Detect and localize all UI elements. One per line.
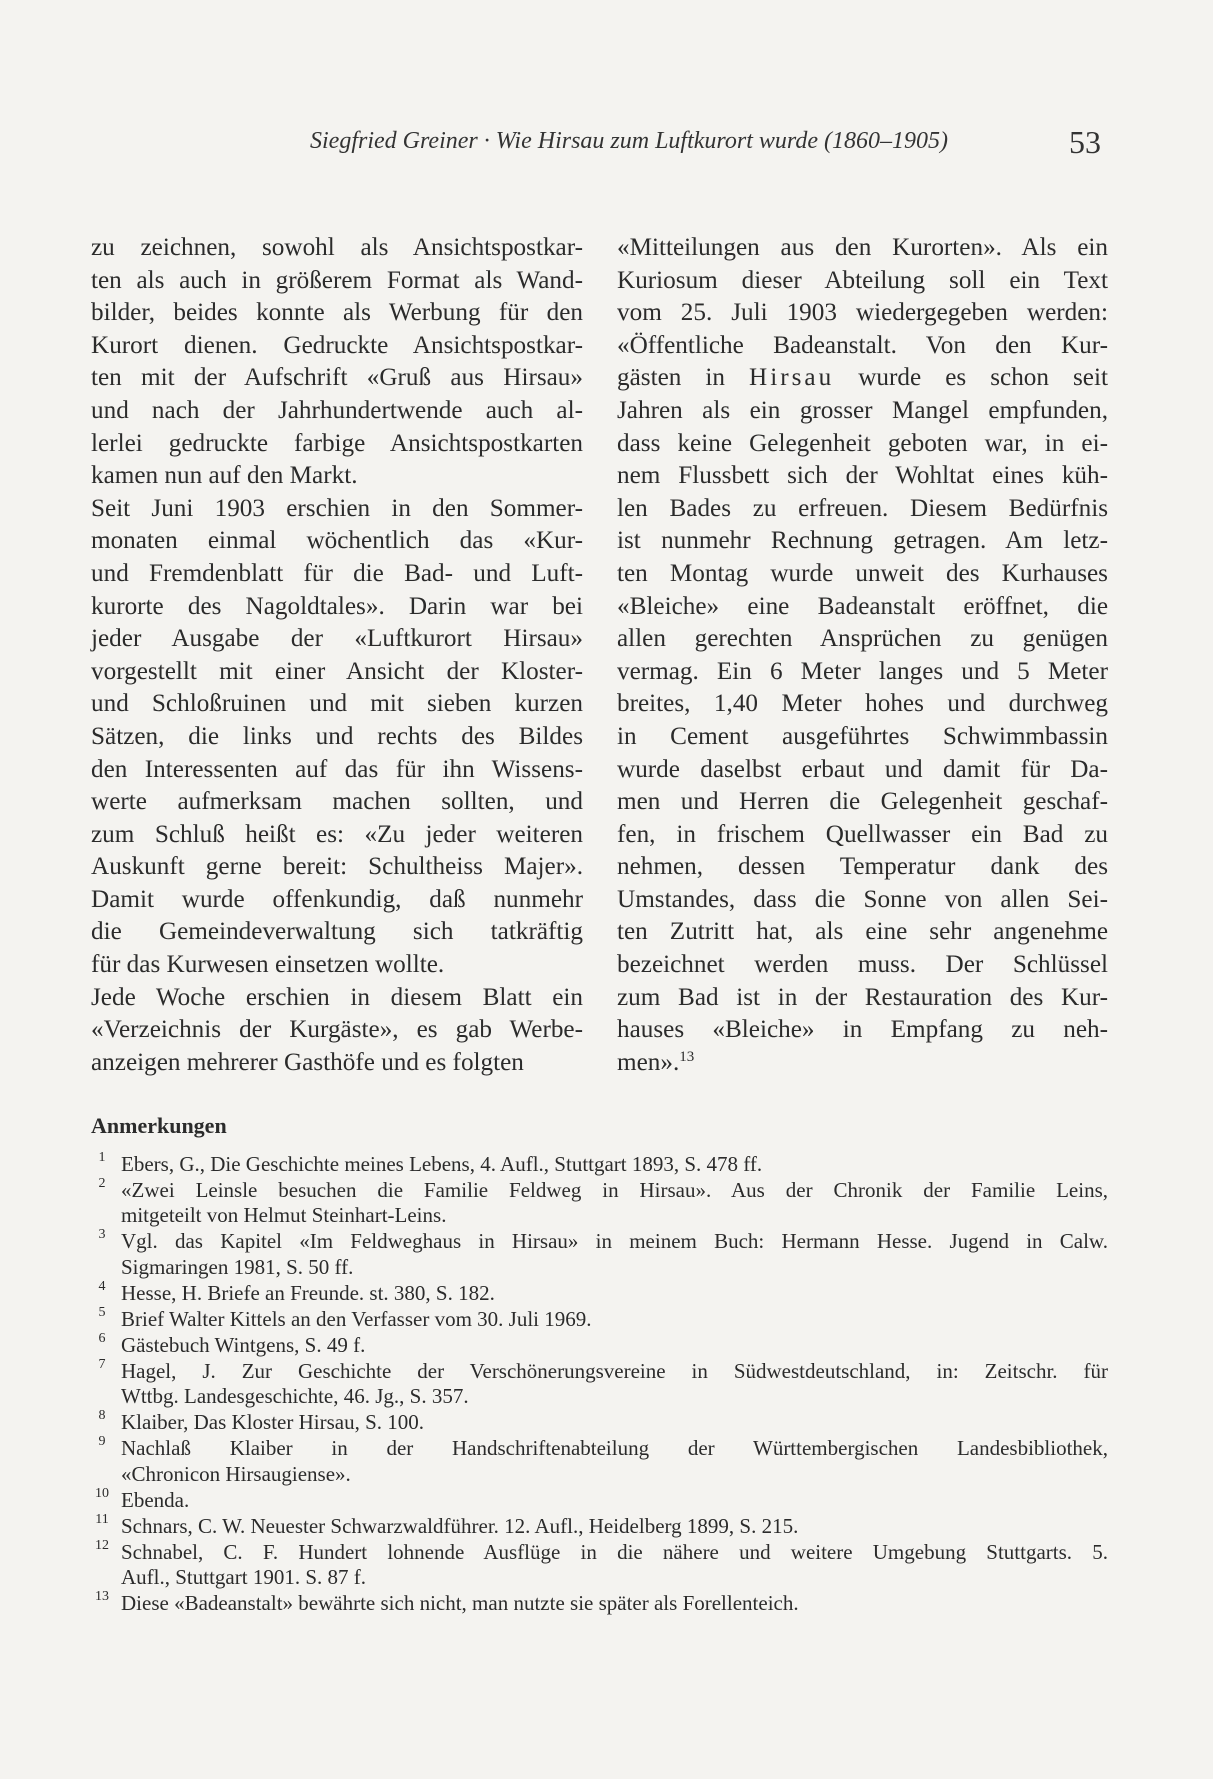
text-line: die Gemeindeverwaltung sich tatkräftig <box>91 918 583 946</box>
footnote-item <box>91 1278 1108 1306</box>
footnote-number: 4 <box>98 1278 106 1294</box>
footnote-line: Schnabel, C. F. Hundert lohnende Ausflüge in die nähere und weitere Umgebung Stuttgarts. 5. <box>121 1539 1108 1564</box>
text-line: «Öffentliche Badeanstalt. Von den Kur- <box>617 331 1108 359</box>
footnote-number: 6 <box>98 1330 106 1346</box>
footnote-line: Gästebuch Wintgens, S. 49 f. <box>121 1332 366 1357</box>
footnote-text <box>121 1281 1108 1306</box>
text-line: jeder Ausgabe der «Luftkurort Hirsau» <box>91 625 583 653</box>
text-line: «Mitteilungen aus den Kurorten». Als ein <box>617 234 1108 261</box>
footnote-line: mitgeteilt von Helmut Steinhart-Leins. <box>121 1203 447 1228</box>
footnote-reference: 13 <box>679 1048 695 1065</box>
footnote-text <box>121 1178 1108 1229</box>
footnote-text <box>121 1359 1108 1410</box>
footnote-line: Brief Walter Kittels an den Verfasser vom 30. Juli 1969. <box>121 1306 592 1331</box>
page-number: 53 <box>1069 124 1101 160</box>
text-line: lerlei gedruckte farbige Ansichtspostkarten <box>91 429 583 457</box>
footnote-text <box>121 1540 1108 1591</box>
footnote-item <box>91 1511 1108 1539</box>
footnote-item <box>91 1152 1108 1177</box>
left-column <box>91 232 583 1079</box>
text-line: Sätzen, die links und rechts des Bildes <box>91 722 583 750</box>
text-line: «Bleiche» eine Badeanstalt eröffnet, die <box>617 592 1108 620</box>
text-line <box>617 362 1108 395</box>
text-line: in Cement ausgeführtes Schwimmbassin <box>617 722 1108 750</box>
text-line: zum Bad ist in der Restauration des Kur- <box>617 983 1108 1011</box>
text-segment: wurde es schon seit <box>834 364 1108 392</box>
footnote-item <box>91 1537 1108 1591</box>
footnote-line: «Zwei Leinsle besuchen die Familie Feldweg in Hirsau». Aus der Chronik der Familie Leins, <box>121 1178 1108 1202</box>
text-line: werte aufmerksam machen sollten, und <box>91 788 583 816</box>
footnote-number: 10 <box>95 1485 109 1501</box>
text-line: ten Montag wurde unweit des Kurhauses <box>617 559 1108 587</box>
text-line: Auskunft gerne bereit: Schultheiss Majer». <box>91 853 583 881</box>
text-line: breites, 1,40 Meter hohes und durchweg <box>617 690 1108 718</box>
footnote-item <box>91 1330 1108 1358</box>
footnote-text <box>121 1152 1108 1177</box>
footnote-item <box>91 1304 1108 1332</box>
text-line: Kurort dienen. Gedruckte Ansichtspostkar- <box>91 331 583 359</box>
footnote-number: 2 <box>98 1176 106 1191</box>
text-line: Damit wurde offenkundig, daß nunmehr <box>91 885 583 913</box>
footnote-line: Ebenda. <box>121 1487 190 1512</box>
footnote-line: Hesse, H. Briefe an Freunde. st. 380, S. 182. <box>121 1280 495 1305</box>
footnote-item <box>91 1229 1108 1280</box>
text-line: und Fremdenblatt für die Bad- und Luft- <box>91 559 583 587</box>
footnote-number: 1 <box>98 1150 106 1165</box>
footnote-item <box>91 1591 1108 1616</box>
text-line: monaten einmal wöchentlich das «Kur- <box>91 527 583 555</box>
text-line: hauses «Bleiche» in Empfang zu neh- <box>617 1016 1108 1044</box>
footnote-item <box>91 1410 1108 1435</box>
text-line: für das Kurwesen einsetzen wollte. <box>91 951 445 979</box>
footnote-number: 9 <box>98 1434 106 1450</box>
footnote-line: Schnars, C. W. Neuester Schwarzwaldführer. 12. Aufl., Heidelberg 1899, S. 215. <box>121 1513 799 1538</box>
footnote-number: 8 <box>98 1408 106 1424</box>
text-line: nehmen, dessen Temperatur dank des <box>617 853 1108 881</box>
footnote-line: Nachlaß Klaiber in der Handschriftenabteilung der Württembergischen Landesbibliothek, <box>121 1436 1108 1461</box>
footnote-number: 3 <box>98 1227 106 1243</box>
text-line: und nach der Jahrhundertwende auch al- <box>91 396 583 424</box>
footnote-item <box>91 1436 1108 1487</box>
text-line: anzeigen mehrerer Gasthöfe und es folgten <box>91 1048 524 1076</box>
text-line: kamen nun auf den Markt. <box>91 462 358 490</box>
footnote-line: «Chronicon Hirsaugiense». <box>121 1461 351 1486</box>
text-line: allen gerechten Ansprüchen zu genügen <box>617 625 1108 653</box>
text-line: bezeichnet werden muss. Der Schlüssel <box>617 951 1108 979</box>
footnote-line: Sigmaringen 1981, S. 50 ff. <box>121 1254 354 1279</box>
text-line: wurde daselbst erbaut und damit für Da- <box>617 755 1108 783</box>
text-line: zum Schluß heißt es: «Zu jeder weiteren <box>91 820 583 848</box>
text-line: Umstandes, dass die Sonne von allen Sei- <box>617 885 1108 913</box>
footnote-text <box>121 1436 1108 1487</box>
footnote-item <box>91 1178 1108 1229</box>
notes-list <box>91 1152 1108 1617</box>
text-line: Jahren als ein grosser Mangel empfunden, <box>617 396 1108 424</box>
text-line: ten mit der Aufschrift «Gruß aus Hirsau» <box>91 364 583 392</box>
footnote-number: 11 <box>95 1511 109 1527</box>
text-line: dass keine Gelegenheit geboten war, in ei- <box>617 429 1108 457</box>
text-line: kurorte des Nagoldtales». Darin war bei <box>91 592 583 620</box>
footnote-line: Diese «Badeanstalt» bewährte sich nicht, man nutzte sie später als Forellenteich. <box>121 1591 799 1616</box>
text-segment: gästen in <box>617 364 750 392</box>
text-line: «Verzeichnis der Kurgäste», es gab Werbe- <box>91 1016 583 1044</box>
footnote-text <box>121 1488 1108 1513</box>
right-column <box>617 232 1108 1079</box>
footnote-text <box>121 1307 1108 1332</box>
footnote-text <box>121 1591 1108 1616</box>
text-line: ten Zutritt hat, als eine sehr angenehme <box>617 918 1108 946</box>
text-line: nem Flussbett sich der Wohltat eines küh- <box>617 462 1108 490</box>
spaced-place-name: Hirsau <box>749 364 835 392</box>
text-line: zu zeichnen, sowohl als Ansichtspostkar- <box>91 234 583 261</box>
text-line: vermag. Ein 6 Meter langes und 5 Meter <box>617 657 1108 685</box>
footnote-item <box>91 1485 1108 1513</box>
footnote-number: 12 <box>95 1537 109 1553</box>
footnote-line: Klaiber, Das Kloster Hirsau, S. 100. <box>121 1410 425 1435</box>
text-line: bilder, beides konnte als Werbung für den <box>91 299 583 327</box>
footnote-line: Wttbg. Landesgeschichte, 46. Jg., S. 357. <box>121 1384 469 1409</box>
text-segment: men». <box>617 1048 680 1076</box>
text-line: vom 25. Juli 1903 wiedergegeben werden: <box>617 299 1108 327</box>
footnote-text <box>121 1229 1108 1280</box>
footnote-item <box>91 1356 1108 1410</box>
footnote-text <box>121 1514 1108 1539</box>
footnote-line: Ebers, G., Die Geschichte meines Lebens, 4. Aufl., Stuttgart 1893, S. 478 ff. <box>121 1152 763 1176</box>
running-head: Siegfried Greiner · Wie Hirsau zum Luftkurort wurde (1860–1905) <box>310 128 948 154</box>
footnote-number: 7 <box>98 1356 106 1372</box>
notes-heading: Anmerkungen <box>91 1113 227 1138</box>
footnote-number: 5 <box>98 1304 106 1320</box>
text-line: Seit Juni 1903 erschien in den Sommer- <box>91 494 583 522</box>
text-line: vorgestellt mit einer Ansicht der Kloster- <box>91 657 583 685</box>
footnote-number: 13 <box>95 1589 109 1605</box>
footnote-text <box>121 1333 1108 1358</box>
text-line: ist nunmehr Rechnung getragen. Am letz- <box>617 527 1108 555</box>
text-line: den Interessenten auf das für ihn Wissens- <box>91 755 583 783</box>
text-line: men und Herren die Gelegenheit geschaf- <box>617 788 1108 816</box>
text-line: fen, in frischem Quellwasser ein Bad zu <box>617 820 1108 848</box>
text-line <box>617 1047 1108 1080</box>
text-line: ten als auch in größerem Format als Wand- <box>91 266 583 294</box>
footnote-line: Aufl., Stuttgart 1901. S. 87 f. <box>121 1565 366 1590</box>
footnote-line: Hagel, J. Zur Geschichte der Verschönerungsvereine in Südwestdeutschland, in: Zeitschr. für <box>121 1358 1108 1383</box>
text-line: Kuriosum dieser Abteilung soll ein Text <box>617 266 1108 294</box>
footnote-text <box>121 1410 1108 1435</box>
footnote-line: Vgl. das Kapitel «Im Feldweghaus in Hirsau» in meinem Buch: Hermann Hesse. Jugend in Calw. <box>121 1229 1108 1254</box>
text-line: und Schloßruinen und mit sieben kurzen <box>91 690 583 718</box>
text-line: Jede Woche erschien in diesem Blatt ein <box>91 983 583 1011</box>
text-line: len Bades zu erfreuen. Diesem Bedürfnis <box>617 494 1108 522</box>
